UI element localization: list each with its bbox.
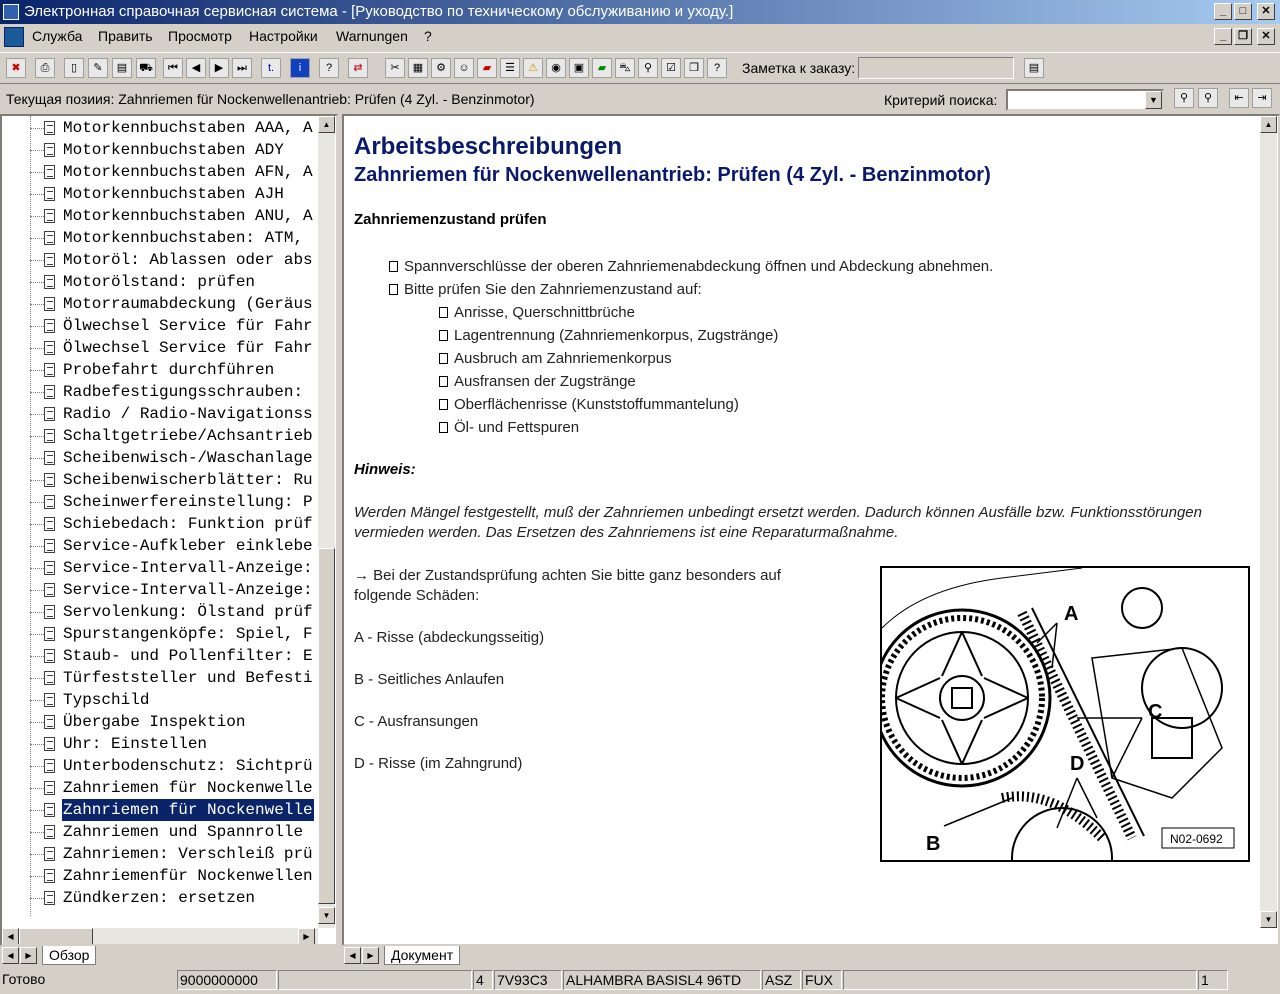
cut-icon[interactable]: ✂ xyxy=(385,58,405,78)
tree-item-label: Motorkennbuchstaben AFN, A xyxy=(63,163,313,181)
document-icon xyxy=(44,759,55,773)
car-icon[interactable]: ⛟ xyxy=(136,58,156,78)
document-icon xyxy=(44,385,55,399)
tree-connector xyxy=(30,216,44,217)
menu-edit[interactable]: Править xyxy=(98,28,153,44)
tree-connector xyxy=(30,414,44,415)
document-icon xyxy=(44,847,55,861)
doc-tab-scroll-right-icon[interactable]: ▶ xyxy=(362,947,379,964)
document-icon xyxy=(44,363,55,377)
minimize-button[interactable]: _ xyxy=(1214,3,1232,20)
search-vehicle-icon[interactable]: ⚲ xyxy=(638,58,658,78)
tree-connector xyxy=(30,722,44,723)
first-page-icon[interactable]: ⏮ xyxy=(163,58,183,78)
last-page-icon[interactable]: ⏭ xyxy=(232,58,252,78)
up-level-icon[interactable]: t. xyxy=(261,58,281,78)
tab-document[interactable]: Документ xyxy=(384,946,460,965)
book-icon[interactable]: ▰ xyxy=(477,58,497,78)
tree-connector xyxy=(30,348,44,349)
tree-connector xyxy=(30,854,44,855)
document-icon xyxy=(44,495,55,509)
check-item-label: Ausbruch am Zahnriemenkorpus xyxy=(454,350,672,367)
step-2: Bitte prüfen Sie den Zahnriemenzustand auf: xyxy=(389,281,702,298)
tree-connector xyxy=(30,810,44,811)
scroll-thumb[interactable] xyxy=(318,548,335,904)
tree-connector xyxy=(30,766,44,767)
tree-connector xyxy=(30,612,44,613)
doc-close-button[interactable]: ✕ xyxy=(1257,28,1275,45)
section-title: Zahnriemenzustand prüfen xyxy=(354,211,547,228)
document-vertical-scrollbar[interactable] xyxy=(1260,116,1277,928)
document-icon xyxy=(44,583,55,597)
tab-overview[interactable]: Обзор xyxy=(42,946,96,965)
figure-label-b: B xyxy=(926,833,941,855)
check-item xyxy=(439,419,579,436)
document-window-icon[interactable] xyxy=(4,27,24,47)
figure-code: N02-0692 xyxy=(1170,832,1223,846)
checkbox-icon xyxy=(389,284,398,295)
tree-connector xyxy=(30,150,44,151)
tree-connector xyxy=(30,128,44,129)
status-num: 4 xyxy=(473,970,493,990)
tree-item-label: Service-Aufkleber einklebe xyxy=(63,537,313,555)
menu-view[interactable]: Просмотр xyxy=(168,28,232,44)
scroll-up-icon[interactable]: ▲ xyxy=(318,116,335,133)
tree-item-label: Ölwechsel Service für Fahr xyxy=(63,339,313,357)
search-criteria-select[interactable] xyxy=(1006,89,1164,111)
tree-item-label: Spurstangenköpfe: Spiel, F xyxy=(63,625,313,643)
tree-connector xyxy=(30,524,44,525)
tree-connector xyxy=(30,744,44,745)
tree-item-label: Servolenkung: Ölstand prüf xyxy=(63,603,313,621)
checkbox-icon xyxy=(439,422,448,433)
document-icon xyxy=(44,275,55,289)
document-icon xyxy=(44,407,55,421)
status-empty-1 xyxy=(278,970,472,990)
step-1: Spannverschlüsse der oberen Zahnriemenabdeckung öffnen und Abdeckung abnehmen. xyxy=(389,258,993,275)
tree-item-label: Zahnriemenfür Nockenwellen xyxy=(63,867,313,885)
check-item xyxy=(439,373,636,390)
document-icon xyxy=(44,451,55,465)
document-icon xyxy=(44,231,55,245)
question-note-icon[interactable]: ? xyxy=(707,58,727,78)
tree-item-label: Uhr: Einstellen xyxy=(63,735,208,753)
status-model: ALHAMBRA BASISL4 96TD xyxy=(563,970,761,990)
globe-icon[interactable]: ◉ xyxy=(546,58,566,78)
status-engine: ASZ xyxy=(762,970,801,990)
green-book-icon[interactable]: ▰ xyxy=(592,58,612,78)
tree-connector xyxy=(30,370,44,371)
document-icon xyxy=(44,803,55,817)
maximize-button[interactable]: □ xyxy=(1234,3,1252,20)
tab-scroll-left-icon[interactable]: ◀ xyxy=(2,947,19,964)
tree-item-label: Typschild xyxy=(63,691,150,709)
tree-connector xyxy=(30,238,44,239)
document-icon xyxy=(44,121,55,135)
status-order: 9000000000 xyxy=(177,970,277,990)
doc-scroll-down-icon[interactable]: ▼ xyxy=(1260,911,1277,928)
document-icon xyxy=(44,561,55,575)
position-bar xyxy=(0,87,1280,113)
check-item xyxy=(439,396,739,413)
document-subheading: Zahnriemen für Nockenwellenantrieb: Prüfen (4 Zyl. - Benzinmotor) xyxy=(354,164,991,186)
document-icon xyxy=(44,297,55,311)
right-tab-strip xyxy=(342,946,1280,966)
clipboard-icon[interactable]: ▤ xyxy=(112,58,132,78)
status-state: Готово xyxy=(2,971,46,987)
document-icon xyxy=(44,891,55,905)
status-page: 1 xyxy=(1198,970,1228,990)
hint-title: Hinweis: xyxy=(354,461,416,478)
document-icon xyxy=(44,781,55,795)
tree-item-label: Motorkennbuchstaben ADY xyxy=(63,141,284,159)
checkbox-icon xyxy=(389,261,398,272)
list-icon[interactable]: ☰ xyxy=(500,58,520,78)
scroll-down-icon[interactable]: ▼ xyxy=(318,907,335,924)
swap-icon[interactable]: ⇄ xyxy=(348,58,368,78)
document-icon xyxy=(44,187,55,201)
navigation-tree-pane xyxy=(0,114,338,946)
damage-a: A - Risse (abdeckungsseitig) xyxy=(354,629,545,646)
document-icon xyxy=(44,473,55,487)
tree-item-label: Motorkennbuchstaben ANU, A xyxy=(63,207,313,225)
checkbox-icon xyxy=(439,353,448,364)
document-icon xyxy=(44,693,55,707)
tree-connector xyxy=(30,502,44,503)
window-titlebar xyxy=(0,0,1280,24)
checkbox-icon xyxy=(439,399,448,410)
warning-icon[interactable]: ⚠ xyxy=(523,58,543,78)
tree-item-label: Radbefestigungsschrauben: xyxy=(63,383,304,401)
document-icon xyxy=(44,429,55,443)
tree-connector xyxy=(30,194,44,195)
document-icon xyxy=(44,165,55,179)
doc-scroll-up-icon[interactable]: ▲ xyxy=(1260,116,1277,133)
tree-item-label: Schaltgetriebe/Achsantrieb xyxy=(63,427,313,445)
tree-connector xyxy=(30,678,44,679)
new-document-icon[interactable]: ▯ xyxy=(64,58,84,78)
intro-line-1: → Bei der Zustandsprüfung achten Sie bitte ganz besonders auf xyxy=(354,567,781,584)
tree-item-label: Scheibenwisch-/Waschanlage xyxy=(63,449,313,467)
scroll-left-icon[interactable]: ◀ xyxy=(2,928,19,945)
navigation-tree xyxy=(2,116,320,928)
tree-vertical-scrollbar[interactable] xyxy=(318,116,335,928)
vehicle-icon[interactable]: ⛍ xyxy=(615,58,635,78)
timing-belt-figure xyxy=(880,566,1250,862)
check-item-label: Ausfransen der Zugstränge xyxy=(454,373,636,390)
check-item-label: Anrisse, Querschnittbrüche xyxy=(454,304,635,321)
document-icon xyxy=(44,319,55,333)
tree-item-label: Zahnriemen für Nockenwelle xyxy=(63,801,313,819)
tree-item-label: Zahnriemen und Spannrolle xyxy=(63,823,304,841)
close-button[interactable]: ✕ xyxy=(1257,3,1275,20)
left-tab-strip xyxy=(0,946,338,966)
tree-connector-line xyxy=(30,116,31,916)
damage-b: B - Seitliches Anlaufen xyxy=(354,671,505,688)
status-empty-2 xyxy=(843,970,1197,990)
figure-label-d: D xyxy=(1070,753,1085,775)
tree-item-label: Zündkerzen: ersetzen xyxy=(63,889,256,907)
tree-item-label: Zahnriemen: Verschleiß prü xyxy=(63,845,313,863)
tree-connector xyxy=(30,392,44,393)
search-prev-icon[interactable]: ⚲ xyxy=(1174,88,1194,108)
tree-item-label: Motorkennbuchstaben: ATM, xyxy=(63,229,304,247)
tree-item-label: Probefahrt durchführen xyxy=(63,361,275,379)
manual-icon[interactable]: ❐ xyxy=(684,58,704,78)
tree-item-label: Unterbodenschutz: Sichtprü xyxy=(63,757,313,775)
document-icon xyxy=(44,649,55,663)
save-icon[interactable]: ▣ xyxy=(569,58,589,78)
tree-item-label: Motorraumabdeckung (Geräus xyxy=(63,295,313,313)
document-icon xyxy=(44,539,55,553)
parts-icon[interactable]: ⚙ xyxy=(431,58,451,78)
tree-item-label: Service-Intervall-Anzeige: xyxy=(63,581,313,599)
document-icon xyxy=(44,627,55,641)
figure-label-a: A xyxy=(1064,603,1079,625)
calculator-icon[interactable]: ▦ xyxy=(408,58,428,78)
document-icon xyxy=(44,715,55,729)
status-gear: FUX xyxy=(802,970,842,990)
current-position-text: Текущая позиия: Zahnriemen für Nockenwellenantrieb: Prüfen (4 Zyl. - Benzinmotor) xyxy=(6,91,535,107)
tree-connector xyxy=(30,172,44,173)
document-icon xyxy=(44,143,55,157)
tree-item-label: Motorkennbuchstaben AAA, A xyxy=(63,119,313,137)
tree-item-label: Radio / Radio-Navigationss xyxy=(63,405,313,423)
tree-item-label: Schiebedach: Funktion prüf xyxy=(63,515,313,533)
document-icon xyxy=(44,253,55,267)
document-icon xyxy=(44,605,55,619)
status-grip xyxy=(1229,970,1280,990)
document-icon xyxy=(44,671,55,685)
check-item-label: Öl- und Fettspuren xyxy=(454,419,580,436)
next-icon[interactable]: ▶ xyxy=(209,58,229,78)
collapse-pane-icon[interactable]: ⇤ xyxy=(1229,88,1249,108)
order-note-field[interactable] xyxy=(858,57,1014,79)
order-note-label: Заметка к заказу: xyxy=(742,60,856,76)
menu-help[interactable]: ? xyxy=(424,28,432,44)
intro-line-2: folgende Schäden: xyxy=(354,587,480,604)
menu-service[interactable]: Служба xyxy=(32,28,83,44)
tree-item-label: Motorkennbuchstaben AJH xyxy=(63,185,284,203)
tree-connector xyxy=(30,876,44,877)
tab-scroll-right-icon[interactable]: ▶ xyxy=(20,947,37,964)
tree-item-label: Scheibenwischerblätter: Ru xyxy=(63,471,313,489)
tree-item-label: Motorölstand: prüfen xyxy=(63,273,256,291)
window-title: Электронная справочная сервисная система - [Руководство по техническому обслуживанию и уходу.] xyxy=(24,3,734,20)
hint-text: Werden Mängel festgestellt, muß der Zahnriemen unbedingt ersetzt werden. Dadurch können Ausfälle bzw. Funktionsstörungen vermieden werden. Das Ersetzen des Zahnriemens ist eine Reparaturmaßnahme. xyxy=(354,504,1202,541)
tree-connector xyxy=(30,326,44,327)
checkbox-icon xyxy=(439,330,448,341)
tree-connector xyxy=(30,304,44,305)
doc-tab-scroll-left-icon[interactable]: ◀ xyxy=(344,947,361,964)
checklist-icon[interactable]: ☑ xyxy=(661,58,681,78)
status-bar xyxy=(0,970,1280,992)
check-item-label: Oberflächenrisse (Kunststoffummantelung) xyxy=(454,396,739,413)
document-icon xyxy=(44,341,55,355)
tree-connector xyxy=(30,436,44,437)
tree-connector xyxy=(30,260,44,261)
tree-connector xyxy=(30,458,44,459)
tree-connector xyxy=(30,832,44,833)
tree-item-label: Service-Intervall-Anzeige: xyxy=(63,559,313,577)
tree-item-label: Türfeststeller und Befesti xyxy=(63,669,313,687)
info-icon[interactable]: i xyxy=(290,58,310,78)
document-icon xyxy=(44,869,55,883)
toolbar: ✖ ⎙ ▯ ✎ ▤ ⛟ ⏮ ◀ ▶ ⏭ t. i ? ⇄ ✂ ▦ ⚙ ☺ ▰ ☰ ⚠ ◉ ▣ ▰ ⛍ ⚲ ☑ ❐ ? Заметка к заказу: ▤ xyxy=(0,52,1280,84)
tree-connector xyxy=(30,568,44,569)
tree-item-label: Motoröl: Ablassen oder abs xyxy=(63,251,313,269)
document-pane xyxy=(342,114,1280,946)
tree-connector xyxy=(30,788,44,789)
tree-item-label: Staub- und Pollenfilter: E xyxy=(63,647,313,665)
document-icon xyxy=(44,737,55,751)
tree-connector xyxy=(30,590,44,591)
help-icon[interactable]: ? xyxy=(319,58,339,78)
tree-connector xyxy=(30,282,44,283)
tree-connector xyxy=(30,546,44,547)
menubar xyxy=(0,25,1280,49)
print-icon[interactable]: ⎙ xyxy=(35,58,55,78)
status-code: 7V93C3 xyxy=(494,970,562,990)
figure-label-c: C xyxy=(1148,701,1163,723)
previous-icon[interactable]: ◀ xyxy=(186,58,206,78)
doc-restore-button[interactable]: ❐ xyxy=(1234,28,1252,45)
search-criteria-label: Критерий поиска: xyxy=(884,92,998,108)
doc-minimize-button[interactable]: _ xyxy=(1214,28,1232,45)
check-item-label: Lagentrennung (Zahnriemenkorpus, Zugstränge) xyxy=(454,327,779,344)
document-heading: Arbeitsbeschreibungen xyxy=(354,133,623,160)
app-icon xyxy=(3,4,19,20)
tree-connector xyxy=(30,898,44,899)
tree-connector xyxy=(30,480,44,481)
check-item xyxy=(439,304,635,321)
tree-connector xyxy=(30,656,44,657)
search-next-icon[interactable]: ⚲ xyxy=(1198,88,1218,108)
scroll-right-icon[interactable]: ▶ xyxy=(298,928,315,945)
tree-item-label: Übergabe Inspektion xyxy=(63,713,246,731)
tree-item-label: Ölwechsel Service für Fahr xyxy=(63,317,313,335)
hscroll-thumb[interactable] xyxy=(19,928,93,945)
order-note-edit-icon[interactable]: ▤ xyxy=(1024,58,1044,78)
check-item xyxy=(439,327,778,344)
document-icon xyxy=(44,517,55,531)
damage-c: C - Ausfransungen xyxy=(354,713,479,730)
chevron-down-icon[interactable]: ▼ xyxy=(1145,91,1162,109)
expand-pane-icon[interactable]: ⇥ xyxy=(1252,88,1272,108)
tree-horizontal-scrollbar[interactable] xyxy=(2,928,318,945)
tree-item-label: Zahnriemen für Nockenwelle xyxy=(63,779,313,797)
timing-belt-illustration xyxy=(882,568,1248,860)
document-icon xyxy=(44,825,55,839)
check-item xyxy=(439,350,672,367)
document-icon xyxy=(44,209,55,223)
checkbox-icon xyxy=(439,376,448,387)
tree-connector xyxy=(30,700,44,701)
person-icon[interactable]: ☺ xyxy=(454,58,474,78)
edit-document-icon[interactable]: ✎ xyxy=(88,58,108,78)
checkbox-icon xyxy=(439,307,448,318)
tree-item-label: Scheinwerfereinstellung: P xyxy=(63,493,313,511)
tree-connector xyxy=(30,634,44,635)
menu-settings[interactable]: Настройки xyxy=(249,28,318,44)
damage-d: D - Risse (im Zahngrund) xyxy=(354,755,523,772)
menu-warnungen[interactable]: Warnungen xyxy=(336,28,408,44)
